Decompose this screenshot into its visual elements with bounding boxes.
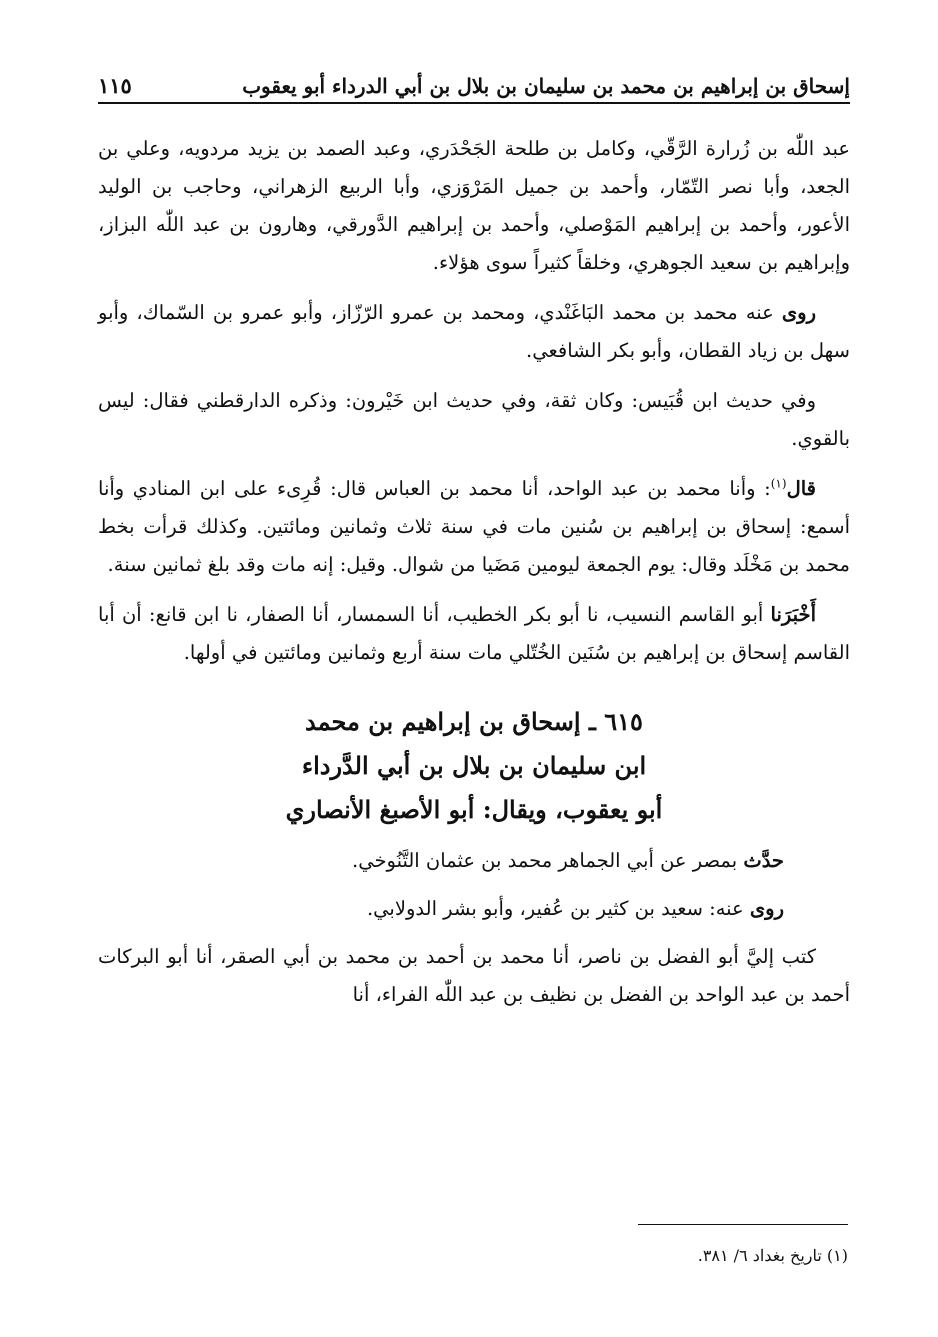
entry-heading [98,700,850,832]
paragraph-4 [98,470,850,584]
footnote-marker: (١) [770,476,787,491]
paragraph-text: كتب إليَّ أبو الفضل بن ناصر، أنا محمد بن أحمد بن محمد بن أبي الصقر، أنا أبو البركات أحمد بن عبد الواحد بن الفضل بن نظيف بن عبد اللّٰه الفراء، أنا [98,945,850,1006]
paragraph-text: عبد اللّٰه بن زُرارة الرَّقّي، وكامل بن طلحة الجَحْدَري، وعبد الصمد بن يزيد مردويه، وعلي بن الجعد، وأبا نصر التّمّار، وأحمد بن جميل المَرْوَزي، وأبا الربيع الزهراني، وحاجب بن الوليد الأعور، وأحمد بن إبراهيم المَوْصلي، وأحمد بن إبراهيم الدَّورقي، وهارون بن عبد اللّٰه البزاز، وإبراهيم بن سعيد الجوهري، وخلقاً كثيراً سوى هؤلاء. [98,137,850,274]
paragraph-text: : وأنا محمد بن عبد الواحد، أنا محمد بن العباس قال: قُرِىء على ابن المنادي وأنا أسمع: إسحاق بن إبراهيم بن سُنين مات في سنة ثلاث وثمانين ومائتين. وكذلك قرأت بخط محمد بن مَخْلَد وقال: يوم الجمعة ليومين مَضَيا من شوال. وقيل: إنه مات وقد بلغ ثمانين سنة. [98,477,850,576]
paragraph-lead: أَخْبَرَنا [770,603,816,626]
page-number: ١١٥ [98,73,132,98]
paragraph-3 [98,382,850,458]
paragraph-text: عنه: سعيد بن كثير بن عُفير، وأبو بشر الدولابي. [366,897,744,920]
paragraph-lead: روى [749,897,784,920]
paragraph-text: أبو القاسم النسيب، نا أبو بكر الخطيب، أنا السمسار، أنا الصفار، نا ابن قانع: أن أبا القاسم إسحاق بن إبراهيم بن سُنَين الخُتّلي مات سنة أربع وثمانين ومائتين في أولها. [98,603,850,664]
paragraph-lead: حدَّث [743,849,784,872]
entry-heading-line-2: ابن سليمان بن بلال بن أبي الدَّرداء [301,751,647,780]
page-body [98,130,850,1026]
paragraph-text: بمصر عن أبي الجماهر محمد بن عثمان التَّنُوخي. [352,849,738,872]
paragraph-2 [98,294,850,370]
entry-closing-paragraph [98,938,850,1014]
running-header [98,62,850,104]
paragraph-lead: روى [781,301,817,324]
paragraph-5 [98,596,850,672]
entry-transmitters [98,890,850,928]
entry-heading-line-3: أبو يعقوب، ويقال: أبو الأصبغ الأنصاري [285,795,663,824]
running-title: إسحاق بن إبراهيم بن محمد بن سليمان بن بلال بن أبي الدرداء أبو يعقوب [242,74,850,98]
footnote-divider [638,1224,848,1225]
entry-narration [98,842,850,880]
paragraph-lead: قال [786,477,816,500]
entry-heading-line-1: ٦١٥ ـ إسحاق بن إبراهيم بن محمد [305,707,643,736]
paragraph-1 [98,130,850,282]
footnote: (١) تاريخ بغداد ٦/ ٣٨١. [697,1246,848,1265]
paragraph-text: وفي حديث ابن قُبَيس: وكان ثقة، وفي حديث ابن خَيْرون: وذكره الدارقطني فقال: ليس بالقوي. [98,389,850,450]
paragraph-text: عنه محمد بن محمد البَاغَنْدي، ومحمد بن عمرو الرّزّاز، وأبو عمرو بن السّماك، وأبو سهل بن زياد القطان، وأبو بكر الشافعي. [98,301,850,362]
